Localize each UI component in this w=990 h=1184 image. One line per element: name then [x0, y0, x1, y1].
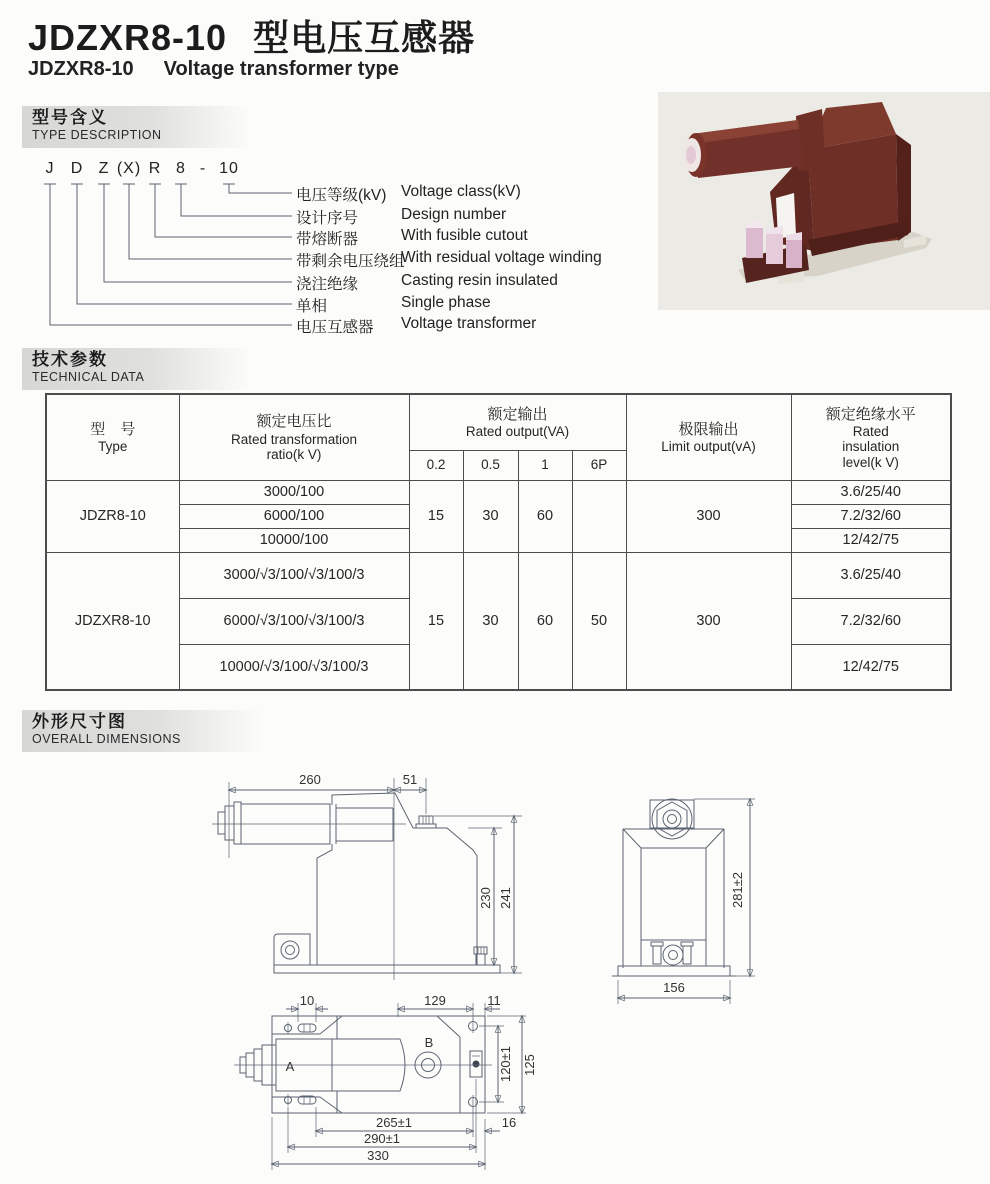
dim-16: 16 [501, 1115, 517, 1130]
legend-en: Single phase [401, 294, 491, 311]
output-cell: 60 [518, 480, 572, 552]
section-title-en: TECHNICAL DATA [32, 370, 145, 384]
type-cell: JDZR8-10 [46, 480, 179, 552]
header-ratio-zh: 额定电压比 [256, 413, 332, 431]
code-symbol: Z [98, 160, 110, 177]
section-title-en: OVERALL DIMENSIONS [32, 732, 181, 746]
header-insulation-zh: 额定绝缘水平 [825, 405, 916, 423]
technical-data-table [45, 393, 952, 691]
limit-cell: 300 [626, 552, 791, 690]
legend-row [0, 294, 700, 314]
output-cell: 30 [463, 480, 518, 552]
legend-en: With fusible cutout [401, 227, 528, 244]
output-cell: 60 [518, 552, 572, 690]
label-a: A [285, 1059, 295, 1074]
insulation-cell: 3.6/25/40 [791, 552, 951, 598]
legend-zh: 电压等级(kV) [296, 187, 387, 204]
ratio-cell: 6000/100 [179, 504, 409, 528]
dim-125: 125 [522, 1054, 537, 1076]
col-header-limit [626, 394, 791, 480]
header-limit-en: Limit output(vA) [661, 439, 756, 455]
legend-zh: 单相 [296, 298, 328, 315]
output-cell: 15 [409, 552, 463, 690]
section-title-zh: 型号含义 [32, 108, 108, 127]
dim-129: 129 [424, 995, 446, 1008]
label-b: B [424, 1035, 434, 1050]
dim-260: 260 [299, 772, 321, 787]
type-code-symbols [0, 160, 700, 178]
header-output-en: Rated output(VA) [465, 424, 570, 440]
code-symbol: J [45, 160, 55, 177]
dim-120: 120±1 [498, 1045, 513, 1083]
code-symbol: 8 [176, 160, 186, 177]
header-output-zh: 额定输出 [487, 405, 548, 423]
plan-view-outline [234, 1016, 492, 1113]
legend-row [0, 227, 700, 247]
legend-row [0, 206, 700, 226]
legend-en: Voltage transformer [401, 315, 537, 332]
legend-zh: 带熔断器 [296, 231, 359, 248]
page-title [28, 10, 475, 61]
header-insulation-en: Rated insulation level(k V) [842, 424, 900, 470]
plan-view-drawing [232, 995, 562, 1184]
insulation-cell: 12/42/75 [791, 528, 951, 552]
front-view-outline [612, 799, 736, 976]
code-symbol: 10 [219, 160, 239, 177]
legend-zh: 带剩余电压绕组 [296, 253, 405, 270]
limit-cell: 300 [626, 480, 791, 552]
dim-51: 51 [402, 772, 418, 787]
ratio-cell: 3000/√3/100/√3/100/3 [179, 552, 409, 598]
code-symbol: D [70, 160, 84, 177]
product-photo [658, 92, 990, 310]
legend-zh: 设计序号 [296, 210, 359, 227]
front-view-drawing [592, 778, 772, 1023]
dim-11: 11 [487, 995, 501, 1008]
dim-10: 10 [299, 995, 315, 1008]
section-type-description [22, 106, 250, 148]
subtitle-text: Voltage transformer type [163, 58, 399, 80]
section-title-zh: 外形尺寸图 [32, 712, 127, 731]
legend-row [0, 249, 700, 269]
legend-row [0, 272, 700, 292]
section-title-en: TYPE DESCRIPTION [32, 128, 162, 142]
legend-row [0, 315, 700, 335]
dim-241: 241 [498, 887, 513, 909]
insulation-cell: 7.2/32/60 [791, 504, 951, 528]
section-overall-dimensions [22, 710, 262, 752]
title-zh: 型电压互感器 [253, 17, 476, 58]
code-symbol: R [148, 160, 162, 177]
side-view-drawing [210, 762, 550, 997]
insulation-cell: 12/42/75 [791, 644, 951, 690]
legend-en: Design number [401, 206, 507, 223]
output-cell [572, 480, 626, 552]
ratio-cell: 3000/100 [179, 480, 409, 504]
subcol-accuracy: 0.2 [409, 450, 463, 480]
table-row [46, 552, 951, 598]
legend-zh: 浇注绝缘 [296, 276, 359, 293]
output-cell: 50 [572, 552, 626, 690]
ratio-cell: 6000/√3/100/√3/100/3 [179, 598, 409, 644]
header-limit-zh: 极限输出 [678, 420, 739, 438]
legend-en: With residual voltage winding [401, 249, 602, 266]
header-ratio-en: Rated transformation ratio(k V) [230, 431, 358, 462]
title-model: JDZXR8-10 [28, 17, 228, 58]
dim-281: 281±2 [730, 871, 745, 909]
legend-zh: 电压互感器 [296, 319, 374, 336]
subtitle-model: JDZXR8-10 [28, 58, 134, 80]
output-cell: 30 [463, 552, 518, 690]
code-symbol: - [199, 160, 207, 177]
header-type-zh: 型 号 [90, 420, 136, 438]
legend-en: Voltage class(kV) [401, 183, 521, 200]
dim-156: 156 [663, 980, 685, 995]
ratio-cell: 10000/100 [179, 528, 409, 552]
type-cell: JDZXR8-10 [46, 552, 179, 690]
code-symbol: (X) [116, 160, 142, 177]
insulation-cell: 7.2/32/60 [791, 598, 951, 644]
table-row [46, 480, 951, 504]
legend-row [0, 183, 700, 203]
col-header-insulation [791, 394, 951, 480]
col-header-ratio [179, 394, 409, 480]
ratio-cell: 10000/√3/100/√3/100/3 [179, 644, 409, 690]
subcol-accuracy: 6P [572, 450, 626, 480]
page-subtitle [28, 58, 399, 81]
col-header-output [409, 394, 626, 450]
subcol-accuracy: 0.5 [463, 450, 518, 480]
header-type-en: Type [98, 439, 128, 455]
dim-265: 265±1 [375, 1115, 413, 1130]
col-header-type [46, 394, 179, 480]
output-cell: 15 [409, 480, 463, 552]
dim-230: 230 [478, 887, 493, 909]
dim-330: 330 [367, 1148, 389, 1163]
side-view-outline [212, 793, 500, 973]
legend-en: Casting resin insulated [401, 272, 558, 289]
dim-290: 290±1 [363, 1131, 401, 1146]
section-technical-data [22, 348, 250, 390]
section-title-zh: 技术参数 [32, 350, 108, 369]
insulation-cell: 3.6/25/40 [791, 480, 951, 504]
subcol-accuracy: 1 [518, 450, 572, 480]
